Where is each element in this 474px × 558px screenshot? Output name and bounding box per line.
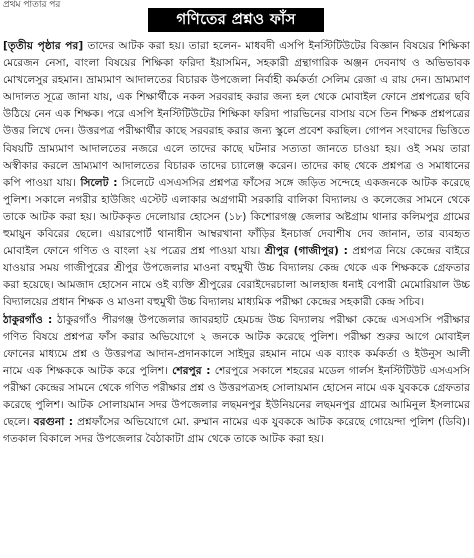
paragraph-text: তাদের আটক করা হয়। তারা হলেন- মাধবদী এসপি ইনস্টিটিউটের বিজ্ঞান বিষয়ের শিক্ষিকা মেরেজন নেসা, বাংলা বিষয়ের শিক্ষিকা ফরিদা ইয়াসমিন, সহকারী গ্রন্থাগারিক অঞ্জন দেবনাথ ও অভিভাবক মোখলেসুর রহমান। ভ্রাম্যমাণ আদালতের বিচারক উপজেলা নির্বাহী কর্মকর্তা সেলিম রেজা এ রায় দেন। ভ্রাম্যমাণ আদালত সূত্রে জানা যায়, এক শিক্ষার্থীকে নকল সরবরাহ করার জন্য হল থেকে মোবাইল ফোনে প্রশ্নপত্রের ছবি উঠিয়ে নেন এক শিক্ষক। পরে এসপি ইনস্টিটিউটের শিক্ষিকা ফরিদা পারভিনের বাসায় বসে তিন শিক্ষক প্রশ্নপত্রের উত্তর লিখে দেন। উত্তরপত্র পরীক্ষার্থীর কাছে সরবরাহ করার জন্য স্কুলে প্রবেশ করছিল। গোপন সংবাদের ভিত্তিতে বিষয়টি ভ্রাম্যমাণ আদালতের নজরে এলে তাদের কাছে ঘটনার সত্যতা জানতে চাওয়া হয়। ওই সময় তারা অস্বীকার করলে ভ্রাম্যমাণ আদালতের বিচারক তাদের চ্যালেঞ্জ করেন। তাদের কাছ থেকে প্রশ্নপত্র ও সমাধানের কপি পাওয়া যায়। xyxy=(3,40,470,189)
paragraph-text: ঠাকুরগাঁও পীরগঞ্জ উপজেলার জাবরহাট হেমচন্দ্র উচ্চ বিদ্যালয় পরীক্ষা কেন্দ্রে এসএসসি পরীক্ষার গণিত বিষয়ে প্রশ্নপত্র ফাঁস করার অভিযোগে ২ জনকে আটক করেছে পুলিশ। পরীক্ষা শুরুর আগে মোবাইল ফোনের মাধ্যমে প্রশ্ন ও উত্তরপত্র আদান-প্রদানকালে সাইদুর রহমান নামে এক ব্যাংক কর্মকর্তা ও ইউনুস আলী নামে এক শিক্ষককে আটক করে পুলিশ। xyxy=(3,313,470,377)
article-body xyxy=(3,38,470,556)
dateline: বরগুনা : xyxy=(33,416,73,429)
dateline: সিলেট : xyxy=(80,176,118,189)
article-paragraph xyxy=(3,312,470,449)
paragraph-text: প্রশ্নপত্র নিয়ে কেন্দ্রের বাইরে যাওয়ার সময় গাজীপুরের শ্রীপুর উপজেলার মাওনা বহুমুখী উচ্চ বিদ্যালয় কেন্দ্র থেকে এক শিক্ষককে গ্রেফতার করা হয়েছে। আমজাদ হোসেন নামে ওই ব্যক্তি শ্রীপুরের বেরাইদেরচালা আলহাজ ধনাই বেপারী মেমোরিয়াল উচ্চ বিদ্যালয়ের প্রধান শিক্ষক ও মাওনা বহুমুখী উচ্চ বিদ্যালয় মাধ্যমিক পরীক্ষা কেন্দ্রের সহকারী কেন্দ্র সচিব। xyxy=(3,245,470,309)
headline: গণিতের প্রশ্নও ফাঁস xyxy=(176,9,296,28)
paragraph-text: শেরপুরে সকালে শহরের মডেল গার্লস ইনস্টিটিউট এসএসসি পরীক্ষা কেন্দ্রের সামনে থেকে গণিত পরীক্ষার প্রশ্ন ও উত্তরপত্রসহ সোলায়মান হোসেন নামে এক যুবককে গ্রেফতার করেছে পুলিশ। আটক সোলায়মান সদর উপজেলার লছমনপুর ইউনিয়নের লছমনপুর গ্রামের আমিনুল ইসলামের ছেলে। xyxy=(3,364,470,429)
dateline: শেরপুর : xyxy=(172,364,211,377)
article-paragraph xyxy=(3,38,470,312)
continued-tag: [তৃতীয় পৃষ্ঠার পর] xyxy=(3,40,84,52)
running-head: প্রথম পাতার পর xyxy=(3,0,61,10)
dateline: ঠাকুরগাঁও : xyxy=(3,313,53,326)
dateline: শ্রীপুর (গাজীপুর) : xyxy=(264,245,348,258)
paragraph-text: সিলেটে এসএসসির প্রশ্নপত্র ফাঁসের সঙ্গে জড়িত সন্দেহে একজনকে আটক করেছে পুলিশ। সকালে নগরীর হাউজিং এস্টেট এলাকার অগ্রগামী সরকারি বালিকা বিদ্যালয় ও কলেজের সামনে থেকে তাকে আটক করা হয়। আটককৃত দেলোয়ার হোসেন (১৮) কিশোরগঞ্জ জেলার অষ্টগ্রাম থানার কলিমপুর গ্রামের হুমায়ুন কবিরের ছেলে। এয়ারপোর্ট থানাধীন আম্বরখানা ফাঁড়ির ইনচার্জ দেবাশীষ দেব জানান, তার ব্যবহৃত মোবাইল ফোনে গণিত ও বাংলা ২য় পত্রের প্রশ্ন পাওয়া যায়। xyxy=(3,176,470,258)
headline-banner xyxy=(148,8,324,32)
paragraph-text: প্রশ্নফাঁসের অভিযোগে মো. রুম্মান নামের এক যুবককে আটক করেছে গোয়েন্দা পুলিশ (ডিবি)। গতকাল বিকালে সদর উপজেলার বৈঠাকাটা গ্রাম থেকে তাকে আটক করা হয়। xyxy=(3,416,470,446)
